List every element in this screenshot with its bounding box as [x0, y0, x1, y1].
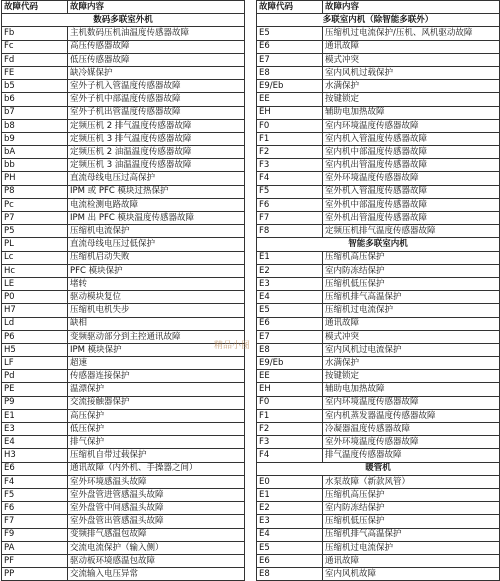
fault-description: 室内风机过电流保护 — [323, 343, 500, 356]
fault-code: E9/Eb — [257, 357, 323, 370]
fault-code: F4 — [257, 172, 323, 185]
fault-description: 室外子机入管温度传感器故障 — [68, 80, 245, 93]
fault-code: P0 — [2, 291, 68, 304]
table-row — [257, 554, 500, 567]
table-row — [257, 185, 500, 198]
fault-description: 压缩机低压保护 — [323, 515, 500, 528]
fault-description: 室外子机中部温度传感器故障 — [68, 93, 245, 106]
fault-code: E6 — [257, 317, 323, 330]
fault-code: H3 — [2, 449, 68, 462]
fault-code: b9 — [2, 132, 68, 145]
fault-description: 驱动板环境感温包故障 — [68, 554, 245, 567]
fault-description: 变频排气感温包故障 — [68, 528, 245, 541]
table-row — [2, 291, 245, 304]
fault-description: IPM 出 PFC 模块温度传感器故障 — [68, 212, 245, 225]
section-title: 数码多联室外机 — [2, 14, 245, 27]
table-row — [257, 396, 500, 409]
fault-code: EE — [257, 93, 323, 106]
fault-description: 室内防冻结保护 — [323, 502, 500, 515]
fault-code: b8 — [2, 119, 68, 132]
fault-description: 通讯故障（内外机、手操器之间） — [68, 462, 245, 475]
fault-code: Hc — [2, 264, 68, 277]
fault-description: IPM 模块保护 — [68, 343, 245, 356]
section-title: 智能多联室内机 — [257, 238, 500, 251]
left-table-body — [2, 14, 245, 581]
fault-description: 直流母线电压过低保护 — [68, 238, 245, 251]
fault-code: H7 — [2, 304, 68, 317]
table-row — [2, 317, 245, 330]
table-row — [2, 449, 245, 462]
fault-code: EE — [257, 370, 323, 383]
table-row — [257, 383, 500, 396]
table-row — [2, 568, 245, 581]
table-row — [257, 119, 500, 132]
header-code: 故障代码 — [257, 1, 323, 14]
table-row — [2, 53, 245, 66]
table-header-row — [2, 1, 245, 14]
fault-code: P5 — [2, 225, 68, 238]
fault-description: 交流电流保护（输入侧） — [68, 541, 245, 554]
fault-description: 压缩机高压保护 — [323, 488, 500, 501]
table-row — [2, 264, 245, 277]
section-row — [257, 462, 500, 475]
fault-description: 通讯故障 — [323, 317, 500, 330]
fault-code: F2 — [257, 146, 323, 159]
fault-description: 水满保护 — [323, 357, 500, 370]
table-row — [257, 40, 500, 53]
table-row — [2, 370, 245, 383]
fault-description: 排气温度传感器故障 — [323, 449, 500, 462]
watermark: 精品小图 — [214, 341, 251, 351]
fault-description: 超速 — [68, 357, 245, 370]
fault-code: bA — [2, 146, 68, 159]
fault-description: 压缩机低压保护 — [323, 277, 500, 290]
fault-code: E3 — [2, 423, 68, 436]
fault-description: 电流检测电路故障 — [68, 198, 245, 211]
table-row — [2, 343, 245, 356]
fault-description: 室内风机故障 — [323, 568, 500, 581]
fault-code: Pc — [2, 198, 68, 211]
table-row — [257, 198, 500, 211]
fault-code: E5 — [257, 27, 323, 40]
table-row — [2, 106, 245, 119]
table-row — [257, 357, 500, 370]
fault-description: 压缩机高压保护 — [323, 251, 500, 264]
fault-code: E2 — [257, 502, 323, 515]
fault-description: 缺冷媒保护 — [68, 66, 245, 79]
fault-description: 室外盘管中间感温头故障 — [68, 502, 245, 515]
table-row — [257, 277, 500, 290]
table-row — [2, 383, 245, 396]
fault-code: F9 — [2, 528, 68, 541]
table-row — [2, 541, 245, 554]
fault-description: 变频驱动部分到主控通讯故障 — [68, 330, 245, 343]
fault-code: F3 — [257, 159, 323, 172]
fault-code: F7 — [2, 515, 68, 528]
fault-code: E1 — [257, 488, 323, 501]
fault-code: Pd — [2, 370, 68, 383]
fault-description: 定频压机 3 油温温度传感器故障 — [68, 159, 245, 172]
fault-code: F1 — [257, 132, 323, 145]
fault-description: 室外盘管出管感温头故障 — [68, 515, 245, 528]
fault-code: EH — [257, 383, 323, 396]
fault-code: EH — [257, 106, 323, 119]
fault-description: 定频压机 2 油温温度传感器故障 — [68, 146, 245, 159]
fault-description: 低压保护 — [68, 423, 245, 436]
fault-description: 压缩机排气高温保护 — [323, 528, 500, 541]
fault-description: 水泵故障（新款风管） — [323, 475, 500, 488]
table-row — [2, 462, 245, 475]
fault-code: E2 — [257, 264, 323, 277]
fault-description: 高压传感器故障 — [68, 40, 245, 53]
fault-description: 室内环境温度传感器故障 — [323, 396, 500, 409]
fault-description: 冷凝器温度传感器故障 — [323, 423, 500, 436]
fault-code: F3 — [257, 436, 323, 449]
table-row — [257, 225, 500, 238]
fault-description: 室内环境温度传感器故障 — [323, 119, 500, 132]
table-row — [2, 409, 245, 422]
fault-code: F0 — [257, 396, 323, 409]
fault-code: LE — [2, 277, 68, 290]
table-row — [257, 132, 500, 145]
fault-code: F6 — [257, 198, 323, 211]
fault-code: F6 — [2, 502, 68, 515]
fault-code: E3 — [257, 277, 323, 290]
table-row — [2, 304, 245, 317]
fault-description: 按键锁定 — [323, 370, 500, 383]
fault-description: 室内机蒸发器温度传感器故障 — [323, 409, 500, 422]
table-row — [257, 317, 500, 330]
fault-description: 室外机出管温度传感器故障 — [323, 212, 500, 225]
table-row — [257, 515, 500, 528]
section-row — [2, 14, 245, 27]
fault-description: 压缩机过电流保护 — [323, 541, 500, 554]
fault-code: E6 — [257, 40, 323, 53]
table-row — [257, 172, 500, 185]
fault-code: E8 — [257, 66, 323, 79]
fault-code: F2 — [257, 423, 323, 436]
fault-code: Fb — [2, 27, 68, 40]
fault-description: 直流母线电压过高保护 — [68, 172, 245, 185]
table-row — [2, 515, 245, 528]
table-row — [2, 488, 245, 501]
table-row — [2, 423, 245, 436]
table-row — [257, 291, 500, 304]
table-row — [257, 251, 500, 264]
table-row — [2, 502, 245, 515]
fault-description: 排气保护 — [68, 436, 245, 449]
fault-code: P7 — [2, 212, 68, 225]
table-row — [257, 475, 500, 488]
fault-description: 压缩机电流保护 — [68, 225, 245, 238]
fault-code: Lc — [2, 251, 68, 264]
fault-description: 辅助电加热故障 — [323, 383, 500, 396]
table-row — [2, 66, 245, 79]
table-row — [257, 146, 500, 159]
table-row — [2, 277, 245, 290]
fault-code: b6 — [2, 93, 68, 106]
fault-code: FE — [2, 66, 68, 79]
table-row — [257, 528, 500, 541]
fault-description: 温漂保护 — [68, 383, 245, 396]
fault-code: E7 — [257, 330, 323, 343]
fault-code: E7 — [257, 53, 323, 66]
section-row — [257, 238, 500, 251]
fault-description: 压缩机自带过载保护 — [68, 449, 245, 462]
table-row — [257, 409, 500, 422]
table-row — [257, 330, 500, 343]
table-row — [257, 502, 500, 515]
header-code: 故障代码 — [2, 1, 68, 14]
fault-description: 定频压机 3 排气温度传感器故障 — [68, 132, 245, 145]
fault-description: 定频压机排气温度传感器故障 — [323, 225, 500, 238]
fault-description: IPM 或 PFC 模块过热保护 — [68, 185, 245, 198]
table-row — [2, 185, 245, 198]
fault-code: E5 — [257, 541, 323, 554]
table-row — [2, 80, 245, 93]
fault-code: F7 — [257, 212, 323, 225]
right-table-body — [257, 14, 500, 581]
fault-description: 室外环境温度传感器故障 — [323, 436, 500, 449]
table-row — [2, 396, 245, 409]
fault-code: Fd — [2, 53, 68, 66]
fault-code: LF — [2, 357, 68, 370]
table-row — [257, 53, 500, 66]
fault-code: E8 — [257, 343, 323, 356]
table-row — [257, 423, 500, 436]
fault-code: b5 — [2, 80, 68, 93]
section-title: 多联室内机（除智能多联外） — [257, 14, 500, 27]
table-row — [2, 251, 245, 264]
fault-code: F5 — [2, 488, 68, 501]
table-row — [2, 528, 245, 541]
fault-description: 室外机中部温度传感器故障 — [323, 198, 500, 211]
table-row — [2, 132, 245, 145]
table-row — [257, 343, 500, 356]
fault-code: E4 — [2, 436, 68, 449]
fault-code: E1 — [257, 251, 323, 264]
table-row — [257, 449, 500, 462]
left-fault-table — [1, 0, 245, 581]
table-row — [257, 212, 500, 225]
fault-description: 堵转 — [68, 277, 245, 290]
table-row — [257, 488, 500, 501]
fault-description: 压缩机过电流保护/压机、风机驱动故障 — [323, 27, 500, 40]
fault-description: 驱动模块复位 — [68, 291, 245, 304]
table-row — [2, 475, 245, 488]
fault-code: E6 — [257, 554, 323, 567]
table-row — [2, 27, 245, 40]
fault-code: E6 — [2, 462, 68, 475]
fault-description: 室外子机出管温度传感器故障 — [68, 106, 245, 119]
table-row — [257, 159, 500, 172]
table-row — [2, 554, 245, 567]
fault-description: 交流接触器保护 — [68, 396, 245, 409]
fault-code: Ld — [2, 317, 68, 330]
fault-code: F8 — [257, 225, 323, 238]
table-row — [257, 541, 500, 554]
fault-code: E0 — [257, 475, 323, 488]
fault-description: 通讯故障 — [323, 554, 500, 567]
fault-code: E8 — [257, 568, 323, 581]
table-row — [257, 27, 500, 40]
table-row — [2, 238, 245, 251]
fault-code: PH — [2, 172, 68, 185]
fault-code: E1 — [2, 409, 68, 422]
table-header-row — [257, 1, 500, 14]
fault-code: H5 — [2, 343, 68, 356]
fault-description: 主机数码压机油温度传感器故障 — [68, 27, 245, 40]
table-row — [257, 568, 500, 581]
fault-code: F5 — [257, 185, 323, 198]
fault-code: E4 — [257, 291, 323, 304]
table-row — [2, 198, 245, 211]
fault-description: 压缩机启动失败 — [68, 251, 245, 264]
fault-description: 室内风机过载保护 — [323, 66, 500, 79]
fault-code: PF — [2, 554, 68, 567]
fault-code: PP — [2, 568, 68, 581]
fault-description: 缺相 — [68, 317, 245, 330]
fault-code: E4 — [257, 528, 323, 541]
header-content: 故障内容 — [323, 1, 500, 14]
section-row — [257, 14, 500, 27]
fault-code: PL — [2, 238, 68, 251]
fault-description: 室外环境温度传感器故障 — [323, 172, 500, 185]
fault-description: 室外环境感温头故障 — [68, 475, 245, 488]
fault-code: F1 — [257, 409, 323, 422]
fault-description: 辅助电加热故障 — [323, 106, 500, 119]
fault-description: 定频压机 2 排气温度传感器故障 — [68, 119, 245, 132]
table-row — [257, 106, 500, 119]
right-fault-table — [256, 0, 500, 581]
fault-description: 模式冲突 — [323, 330, 500, 343]
fault-description: 高压保护 — [68, 409, 245, 422]
fault-description: 室内机出管温度传感器故障 — [323, 159, 500, 172]
fault-code: PE — [2, 383, 68, 396]
table-row — [257, 80, 500, 93]
table-row — [2, 93, 245, 106]
fault-description: 室内机中部温度传感器故障 — [323, 146, 500, 159]
table-row — [2, 357, 245, 370]
fault-code: E5 — [257, 304, 323, 317]
fault-code: F4 — [2, 475, 68, 488]
fault-description: 室外机入管温度传感器故障 — [323, 185, 500, 198]
table-row — [257, 66, 500, 79]
fault-code: E9/Eb — [257, 80, 323, 93]
table-row — [2, 40, 245, 53]
table-row — [257, 370, 500, 383]
fault-code: P9 — [2, 396, 68, 409]
fault-description: 压缩机排气高温保护 — [323, 291, 500, 304]
table-row — [2, 172, 245, 185]
fault-description: 水满保护 — [323, 80, 500, 93]
table-row — [2, 330, 245, 343]
fault-description: 低压传感器故障 — [68, 53, 245, 66]
fault-description: 压缩机过电流保护 — [323, 304, 500, 317]
section-title: 暖管机 — [257, 462, 500, 475]
fault-description: 室内防冻结保护 — [323, 264, 500, 277]
fault-code: P8 — [2, 185, 68, 198]
table-row — [257, 264, 500, 277]
fault-description: 按键锁定 — [323, 93, 500, 106]
fault-code: Fc — [2, 40, 68, 53]
table-row — [2, 225, 245, 238]
fault-code: PA — [2, 541, 68, 554]
fault-description: 压缩机电机失步 — [68, 304, 245, 317]
table-row — [2, 212, 245, 225]
fault-description: 模式冲突 — [323, 53, 500, 66]
fault-description: 通讯故障 — [323, 40, 500, 53]
header-content: 故障内容 — [68, 1, 245, 14]
fault-code: bb — [2, 159, 68, 172]
fault-code: E3 — [257, 515, 323, 528]
fault-code: b7 — [2, 106, 68, 119]
fault-code: F4 — [257, 449, 323, 462]
table-row — [2, 146, 245, 159]
table-row — [257, 93, 500, 106]
fault-description: 交流输入电压异常 — [68, 568, 245, 581]
fault-description: PFC 模块保护 — [68, 264, 245, 277]
table-row — [257, 436, 500, 449]
fault-description: 传感器连接保护 — [68, 370, 245, 383]
fault-description: 室外盘管进管感温头故障 — [68, 488, 245, 501]
table-row — [2, 119, 245, 132]
fault-code: F0 — [257, 119, 323, 132]
table-row — [257, 304, 500, 317]
table-row — [2, 159, 245, 172]
fault-code: P6 — [2, 330, 68, 343]
fault-description: 室内机入管温度传感器故障 — [323, 132, 500, 145]
table-row — [2, 436, 245, 449]
